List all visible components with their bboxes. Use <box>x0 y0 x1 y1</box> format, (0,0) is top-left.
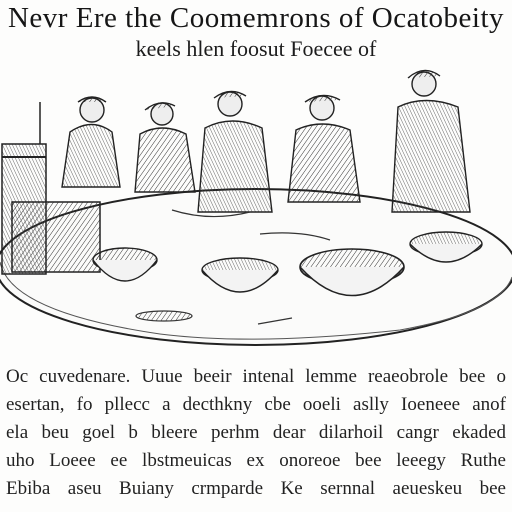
engraving-illustration <box>0 62 512 352</box>
figure-2 <box>135 103 195 192</box>
body-line: Oc cuvedenare. Uuue beeir intenal lemme reaeobrole bee o <box>6 366 506 387</box>
figure-5 <box>392 70 470 212</box>
figure-4 <box>288 95 360 202</box>
body-text <box>0 366 512 506</box>
page-subtitle: keels hlen foosut Foecee of <box>135 36 377 61</box>
body-line: ela beu goel b bleere perhm dear dilarhoil cangr ekaded <box>6 422 506 443</box>
body-line: uho Loeee ee lbstmeuicas ex onoreoe bee leeegy Ruthe <box>6 450 506 471</box>
body-line: Ebiba aseu Buiany crmparde Ke sernnal aeueskeu bee <box>6 478 506 499</box>
page-title: Nevr Ere the Coomemrons of Ocatobeity <box>7 2 505 34</box>
figure-1 <box>62 97 120 187</box>
figure-3 <box>198 91 272 212</box>
body-line: esertan, fo pllecc a decthkny cbe ooeli aslly Ioeneee anof <box>6 394 506 415</box>
